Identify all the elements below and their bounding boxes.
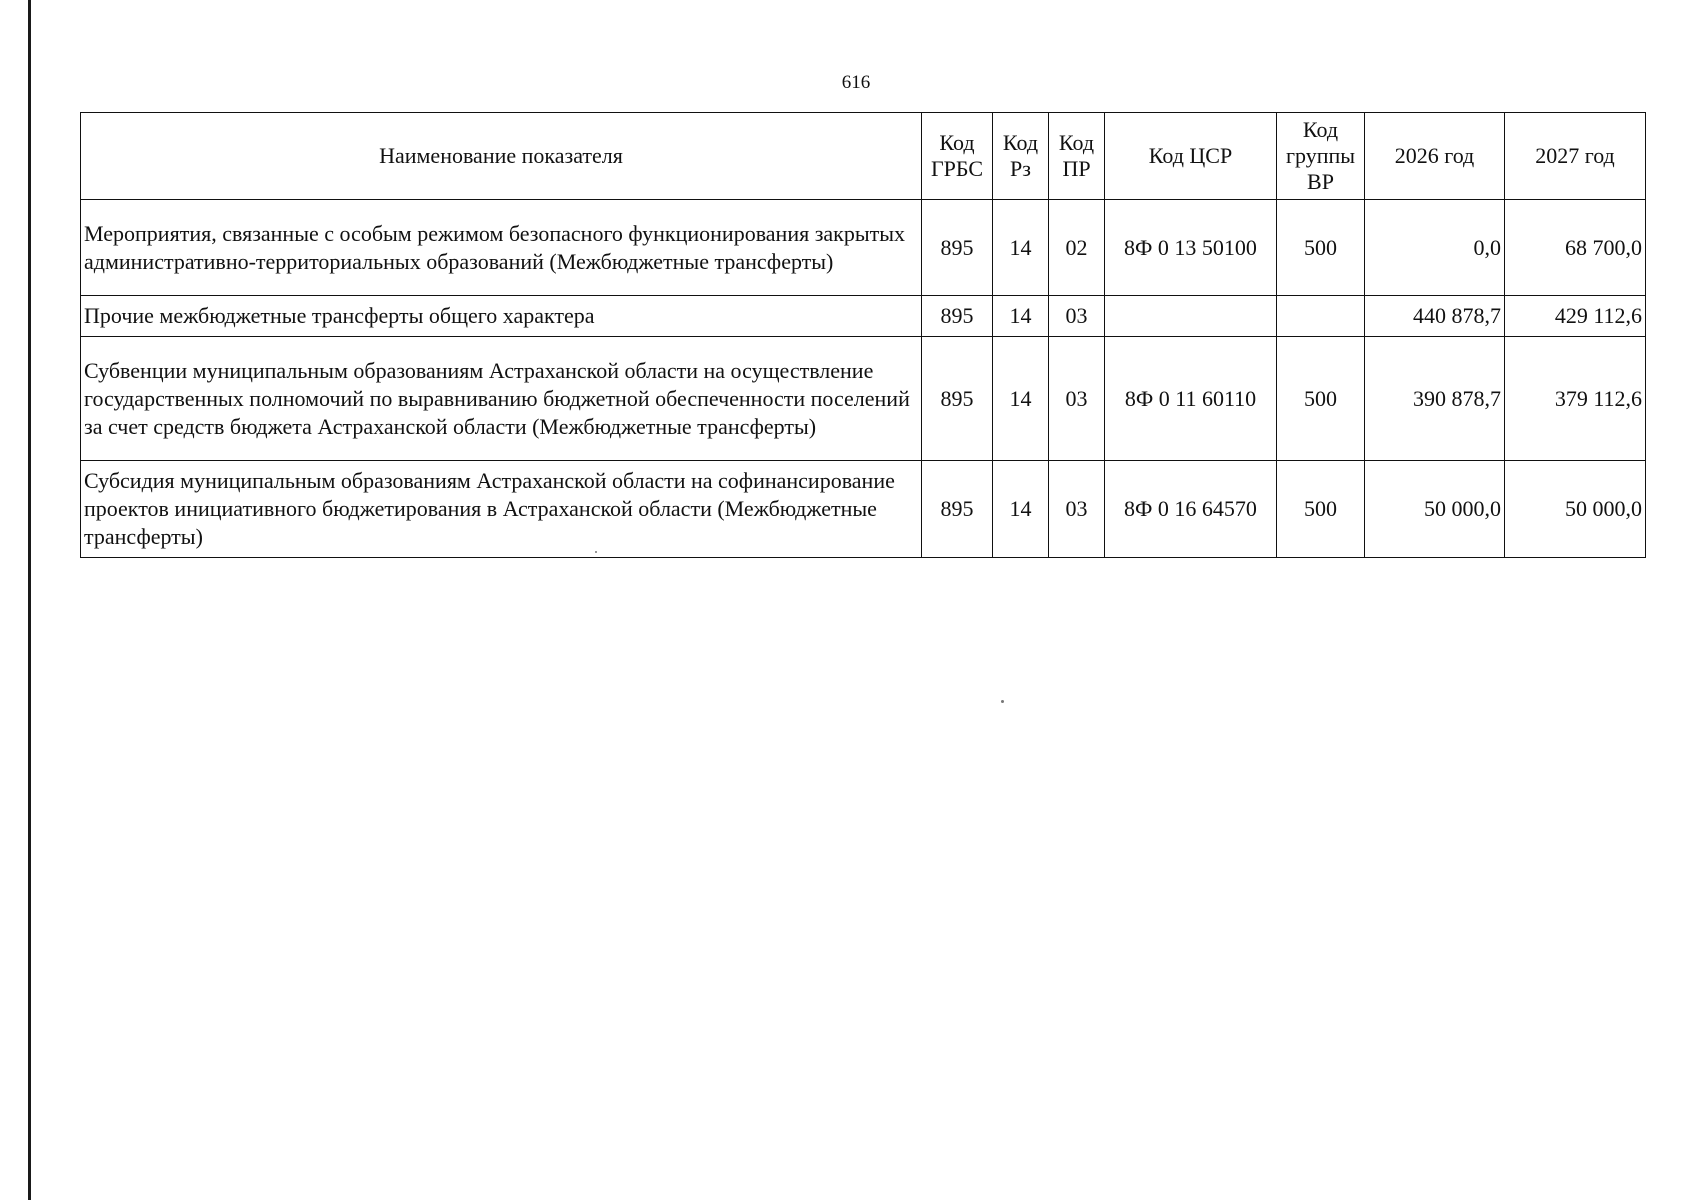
row-csr: 8Ф 0 13 50100 xyxy=(1105,200,1277,296)
row-csr: 8Ф 0 11 60110 xyxy=(1105,337,1277,461)
row-name: Субсидия муниципальным образованиям Астраханской области на софинансирование проектов инициативного бюджетирования в Астраханской области (Межбюджетные трансферты) xyxy=(81,461,922,558)
row-name: Мероприятия, связанные с особым режимом безопасного функционирования закрытых административно-территориальных образований (Межбюджетные трансферты) xyxy=(81,200,922,296)
row-grbs: 895 xyxy=(922,337,993,461)
page-binding-edge xyxy=(28,0,31,1200)
budget-table xyxy=(80,112,1646,558)
header-2027: 2027 год xyxy=(1505,113,1646,200)
row-csr: 8Ф 0 16 64570 xyxy=(1105,461,1277,558)
row-rz: 14 xyxy=(993,200,1049,296)
row-rz: 14 xyxy=(993,296,1049,337)
row-pr: 03 xyxy=(1049,337,1105,461)
row-vr: 500 xyxy=(1277,461,1365,558)
table-row xyxy=(81,337,1646,461)
scan-speck xyxy=(1001,700,1004,703)
row-pr: 02 xyxy=(1049,200,1105,296)
row-amount-2027: 68 700,0 xyxy=(1505,200,1646,296)
table-header xyxy=(81,113,1646,200)
table-row xyxy=(81,200,1646,296)
row-vr: 500 xyxy=(1277,337,1365,461)
row-amount-2027: 50 000,0 xyxy=(1505,461,1646,558)
header-name: Наименование показателя xyxy=(81,113,922,200)
row-rz: 14 xyxy=(993,337,1049,461)
scan-speck xyxy=(595,551,597,553)
row-rz: 14 xyxy=(993,461,1049,558)
row-grbs: 895 xyxy=(922,296,993,337)
header-rz: Код Рз xyxy=(993,113,1049,200)
page-number: 616 xyxy=(841,72,871,93)
header-row xyxy=(81,113,1646,200)
row-vr: 500 xyxy=(1277,200,1365,296)
header-csr: Код ЦСР xyxy=(1105,113,1277,200)
header-grbs: Код ГРБС xyxy=(922,113,993,200)
row-vr xyxy=(1277,296,1365,337)
row-amount-2026: 0,0 xyxy=(1365,200,1505,296)
row-pr: 03 xyxy=(1049,296,1105,337)
header-pr: Код ПР xyxy=(1049,113,1105,200)
header-vr: Код группы ВР xyxy=(1277,113,1365,200)
row-amount-2026: 50 000,0 xyxy=(1365,461,1505,558)
row-amount-2027: 379 112,6 xyxy=(1505,337,1646,461)
row-amount-2026: 440 878,7 xyxy=(1365,296,1505,337)
header-2026: 2026 год xyxy=(1365,113,1505,200)
row-csr xyxy=(1105,296,1277,337)
table-row xyxy=(81,461,1646,558)
row-pr: 03 xyxy=(1049,461,1105,558)
row-name: Субвенции муниципальным образованиям Астраханской области на осуществление государственных полномочий по выравниванию бюджетной обеспеченности поселений за счет средств бюджета Астраханской области (Межбюджетные трансферты) xyxy=(81,337,922,461)
table-body xyxy=(81,200,1646,558)
row-name: Прочие межбюджетные трансферты общего характера xyxy=(81,296,922,337)
row-amount-2026: 390 878,7 xyxy=(1365,337,1505,461)
table-row xyxy=(81,296,1646,337)
row-amount-2027: 429 112,6 xyxy=(1505,296,1646,337)
row-grbs: 895 xyxy=(922,200,993,296)
row-grbs: 895 xyxy=(922,461,993,558)
